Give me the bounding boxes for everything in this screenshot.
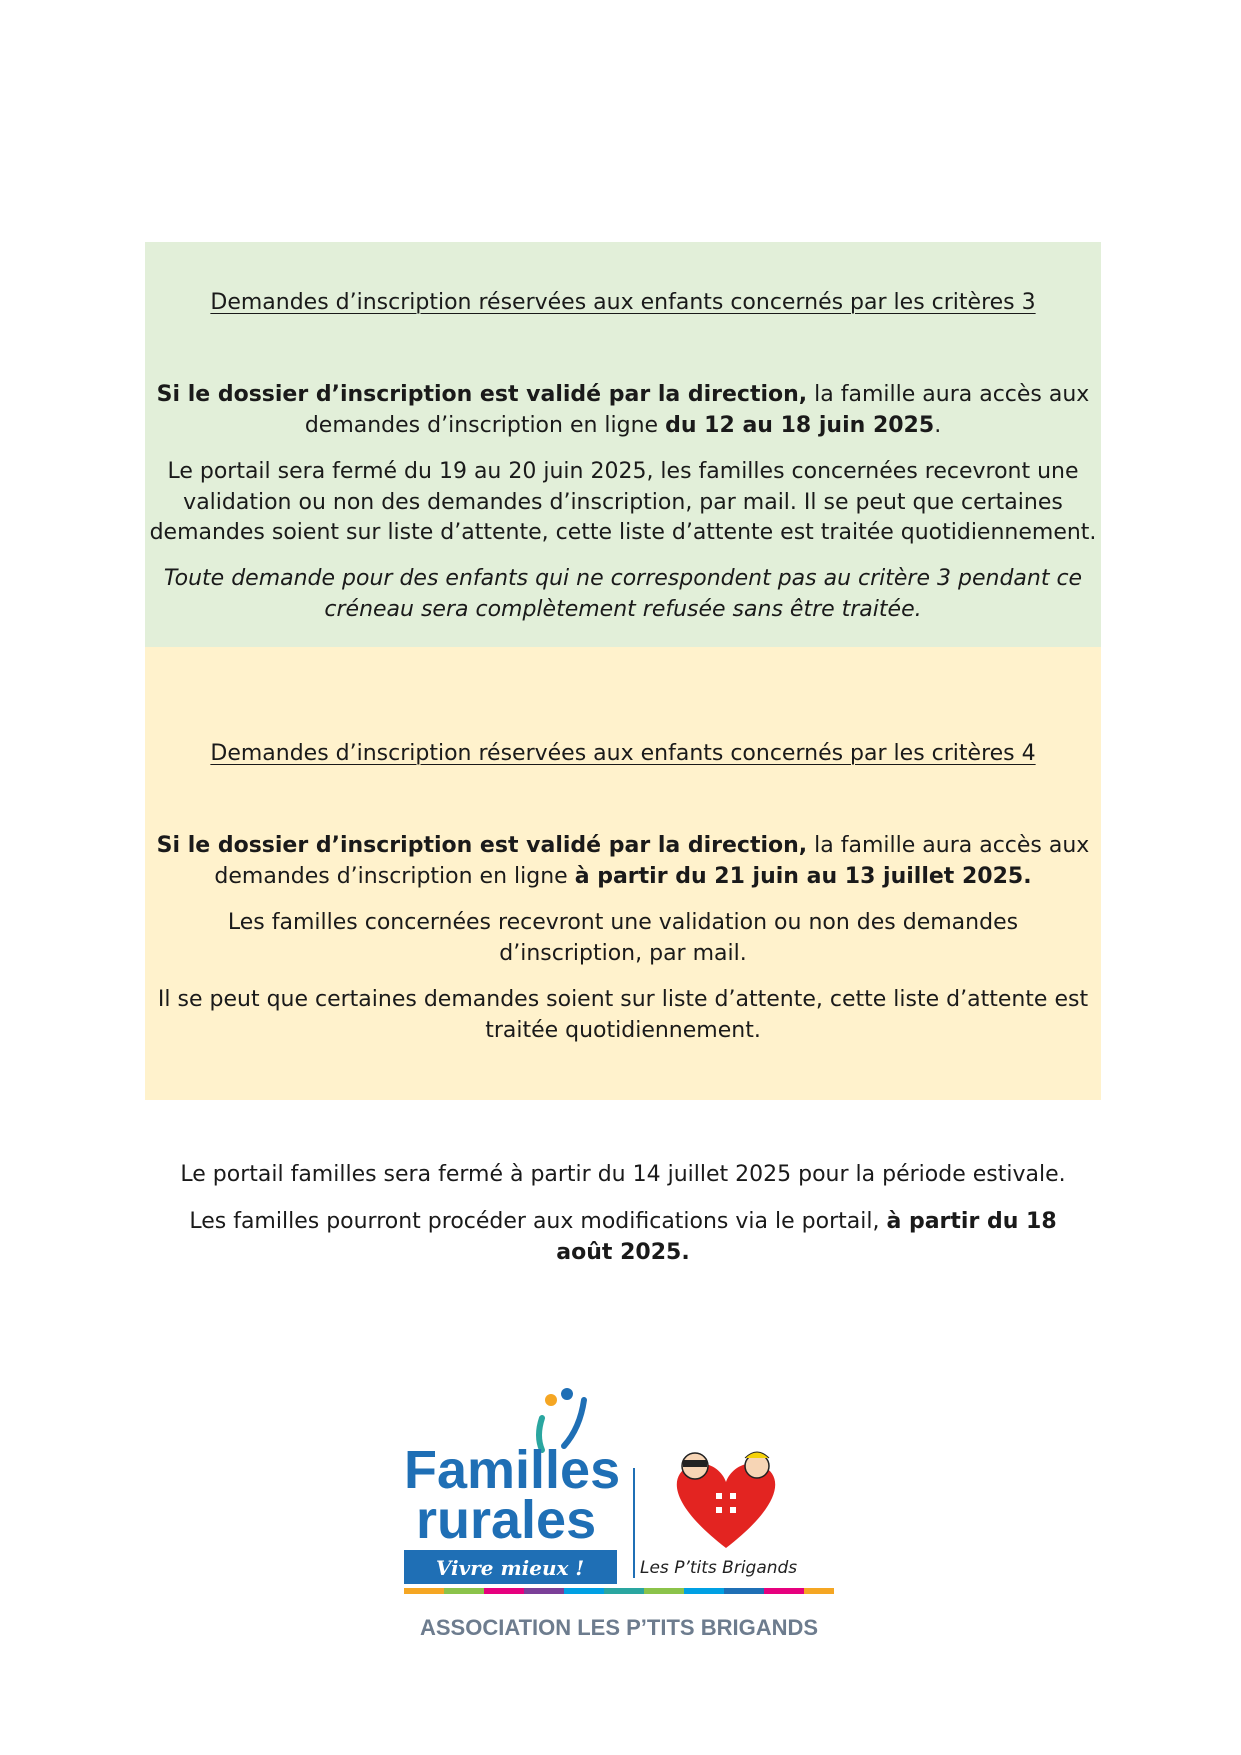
logo-brand: Les P’tits Brigands bbox=[640, 1558, 798, 1578]
section-4-paragraph-1 bbox=[145, 831, 1101, 892]
logo-line-1: Familles bbox=[404, 1440, 621, 1500]
section-3-heading: Demandes d’inscription réservées aux enfants concernés par les critères 3 bbox=[210, 290, 1036, 315]
section-3-p1-dates: du 12 au 18 juin 2025 bbox=[665, 412, 935, 438]
section-criteria-4 bbox=[145, 647, 1101, 1100]
section-4-heading: Demandes d’inscription réservées aux enfants concernés par les critères 4 bbox=[210, 741, 1036, 766]
logo-line-2: rurales bbox=[416, 1490, 597, 1550]
section-4-p1-bold: Si le dossier d’inscription est validé par la direction, bbox=[156, 833, 808, 858]
section-3-p1-text: la famille aura accès aux demandes d’inscription en ligne bbox=[304, 382, 1090, 438]
closing-p2-text: Les familles pourront procéder aux modifications via le portail, bbox=[189, 1209, 887, 1234]
association-logo bbox=[404, 1388, 834, 1648]
section-4-p1-dates: à partir du 21 juin au 13 juillet 2025. bbox=[574, 863, 1032, 889]
section-4-p1-text: la famille aura accès aux demandes d’inscription en ligne bbox=[214, 833, 1090, 889]
section-3-p1-bold: Si le dossier d’inscription est validé par la direction, bbox=[156, 382, 808, 407]
section-3-paragraph-3 bbox=[145, 564, 1101, 625]
closing-paragraph-1: Le portail familles sera fermé à partir du 14 juillet 2025 pour la période estivale. bbox=[180, 1162, 1066, 1187]
logo-association-name: ASSOCIATION LES P’TITS BRIGANDS bbox=[419, 1615, 819, 1640]
section-3-warning: Toute demande pour des enfants qui ne correspondent pas au critère 3 pendant ce créneau sera complètement refusée sans être traitée. bbox=[163, 566, 1083, 622]
logo-figure-head-2-icon bbox=[561, 1388, 573, 1400]
logo-slogan: Vivre mieux ! bbox=[435, 1556, 585, 1580]
closing-paragraph-2 bbox=[145, 1207, 1101, 1268]
section-4-paragraph-3: Il se peut que certaines demandes soient sur liste d’attente, cette liste d’attente est traitée quotidiennement. bbox=[157, 987, 1089, 1043]
closing-p2-date: à partir du 18 août 2025. bbox=[556, 1209, 1057, 1265]
section-3-paragraph-1 bbox=[145, 380, 1101, 441]
section-3-paragraph-2: Le portail sera fermé du 19 au 20 juin 2025, les familles concernées recevront une validation ou non des demandes d’inscription, par mail. Il se peut que certaines demandes soient sur liste d’attente, cette liste d’attente est traitée quotidiennement. bbox=[149, 459, 1097, 545]
section-3-p1-end: . bbox=[934, 412, 942, 438]
section-4-paragraph-2: Les familles concernées recevront une validation ou non des demandes d’inscription, par mail. bbox=[227, 910, 1019, 966]
section-criteria-3 bbox=[145, 242, 1101, 647]
logo-figure-head-1-icon bbox=[545, 1394, 557, 1406]
